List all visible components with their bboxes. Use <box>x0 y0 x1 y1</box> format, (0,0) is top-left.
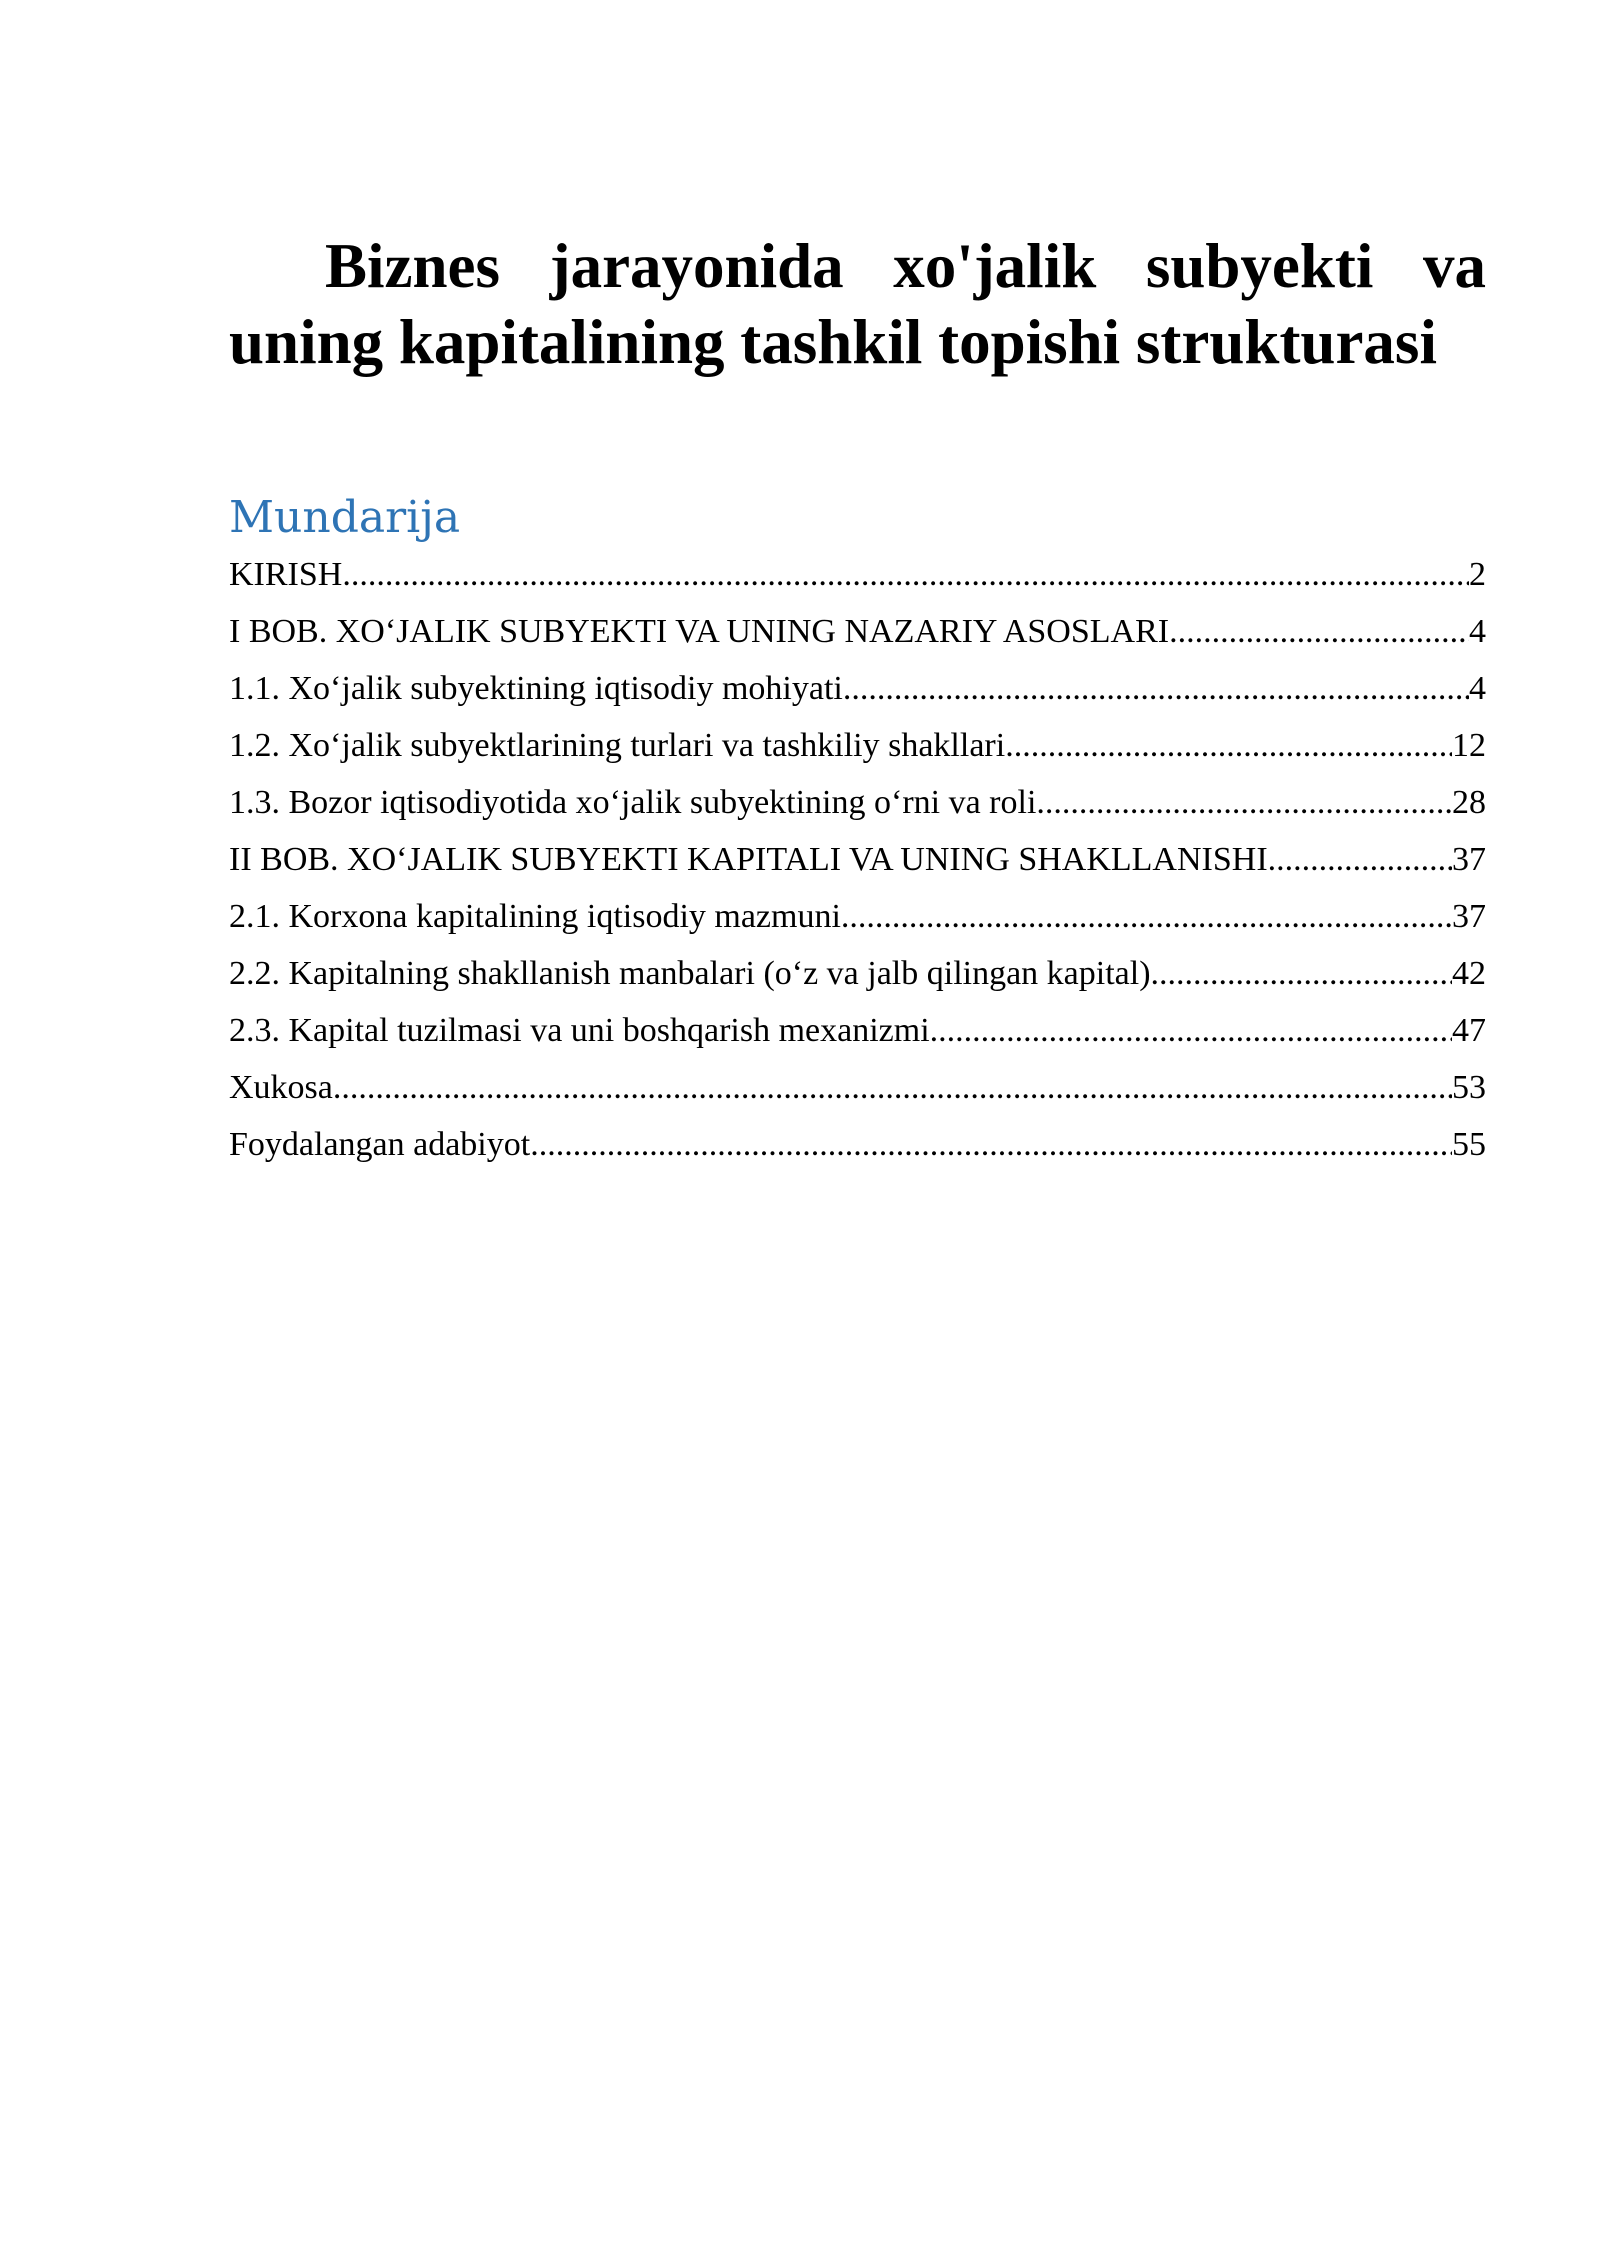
toc-entry-title: 2.3. Kapital tuzilmasi va uni boshqarish mexanizmi <box>229 1012 930 1049</box>
toc-entry-title: 1.2. Xo‘jalik subyektlarining turlari va tashkiliy shakllari <box>229 727 1006 764</box>
toc-dot-leader <box>342 546 1469 603</box>
toc-dot-leader <box>530 1116 1452 1173</box>
toc-entry-title: Xukosa <box>229 1069 333 1106</box>
toc-entry-title: 2.2. Kapitalning shakllanish manbalari (o‘z va jalb qilingan kapital) <box>229 955 1151 992</box>
toc-dot-leader <box>333 1059 1452 1116</box>
toc-entry-page: 55 <box>1452 1126 1486 1163</box>
toc-entry-xukosa[interactable] <box>229 1059 1486 1116</box>
toc-entry-section-1-3[interactable] <box>229 774 1486 831</box>
toc-entry-title: 1.1. Xo‘jalik subyektining iqtisodiy mohiyati <box>229 670 843 707</box>
toc-entry-title: II BOB. XO‘JALIK SUBYEKTI KAPITALI VA UNING SHAKLLANISHI <box>229 841 1268 878</box>
toc-entry-page: 37 <box>1452 898 1486 935</box>
toc-entry-section-1-1[interactable] <box>229 660 1486 717</box>
toc-entry-page: 28 <box>1452 784 1486 821</box>
toc-entry-title: I BOB. XO‘JALIK SUBYEKTI VA UNING NAZARIY ASOSLARI <box>229 613 1170 650</box>
toc-dot-leader <box>841 888 1452 945</box>
document-title: Biznes jarayonida xo'jalik subyekti va uning kapitalining tashkil topishi strukturasi <box>229 231 1486 377</box>
toc-dot-leader <box>1268 831 1452 888</box>
toc-dot-leader <box>1151 945 1452 1002</box>
toc-entry-page: 47 <box>1452 1012 1486 1049</box>
toc-entry-bibliography[interactable] <box>229 1116 1486 1173</box>
toc-entry-title: Foydalangan adabiyot <box>229 1126 531 1163</box>
toc-entry-page: 53 <box>1452 1069 1486 1106</box>
toc-dot-leader <box>843 660 1469 717</box>
toc-entry-page: 12 <box>1452 727 1486 764</box>
toc-entry-section-1-2[interactable] <box>229 717 1486 774</box>
toc-dot-leader <box>930 1002 1452 1059</box>
toc-entry-page: 4 <box>1469 613 1486 650</box>
toc-entry-chapter-2[interactable] <box>229 831 1486 888</box>
page-content <box>229 228 1486 1173</box>
toc-entry-chapter-1[interactable] <box>229 603 1486 660</box>
toc-heading: Mundarija <box>229 492 461 543</box>
toc-entry-title: KIRISH <box>229 556 343 593</box>
toc-entry-page: 37 <box>1452 841 1486 878</box>
toc-dot-leader <box>1169 603 1469 660</box>
toc-entry-title: 2.1. Korxona kapitalining iqtisodiy mazmuni <box>229 898 841 935</box>
toc-entry-section-2-1[interactable] <box>229 888 1486 945</box>
toc-entry-page: 2 <box>1469 556 1486 593</box>
toc-entry-section-2-2[interactable] <box>229 945 1486 1002</box>
toc-entry-page: 42 <box>1452 955 1486 992</box>
toc-entry-page: 4 <box>1469 670 1486 707</box>
toc-entry-section-2-3[interactable] <box>229 1002 1486 1059</box>
toc-dot-leader <box>1005 717 1452 774</box>
table-of-contents <box>229 546 1486 1173</box>
toc-dot-leader <box>1036 774 1452 831</box>
toc-entry-title: 1.3. Bozor iqtisodiyotida xo‘jalik subyektining o‘rni va roli <box>229 784 1037 821</box>
toc-entry-kirish[interactable] <box>229 546 1486 603</box>
